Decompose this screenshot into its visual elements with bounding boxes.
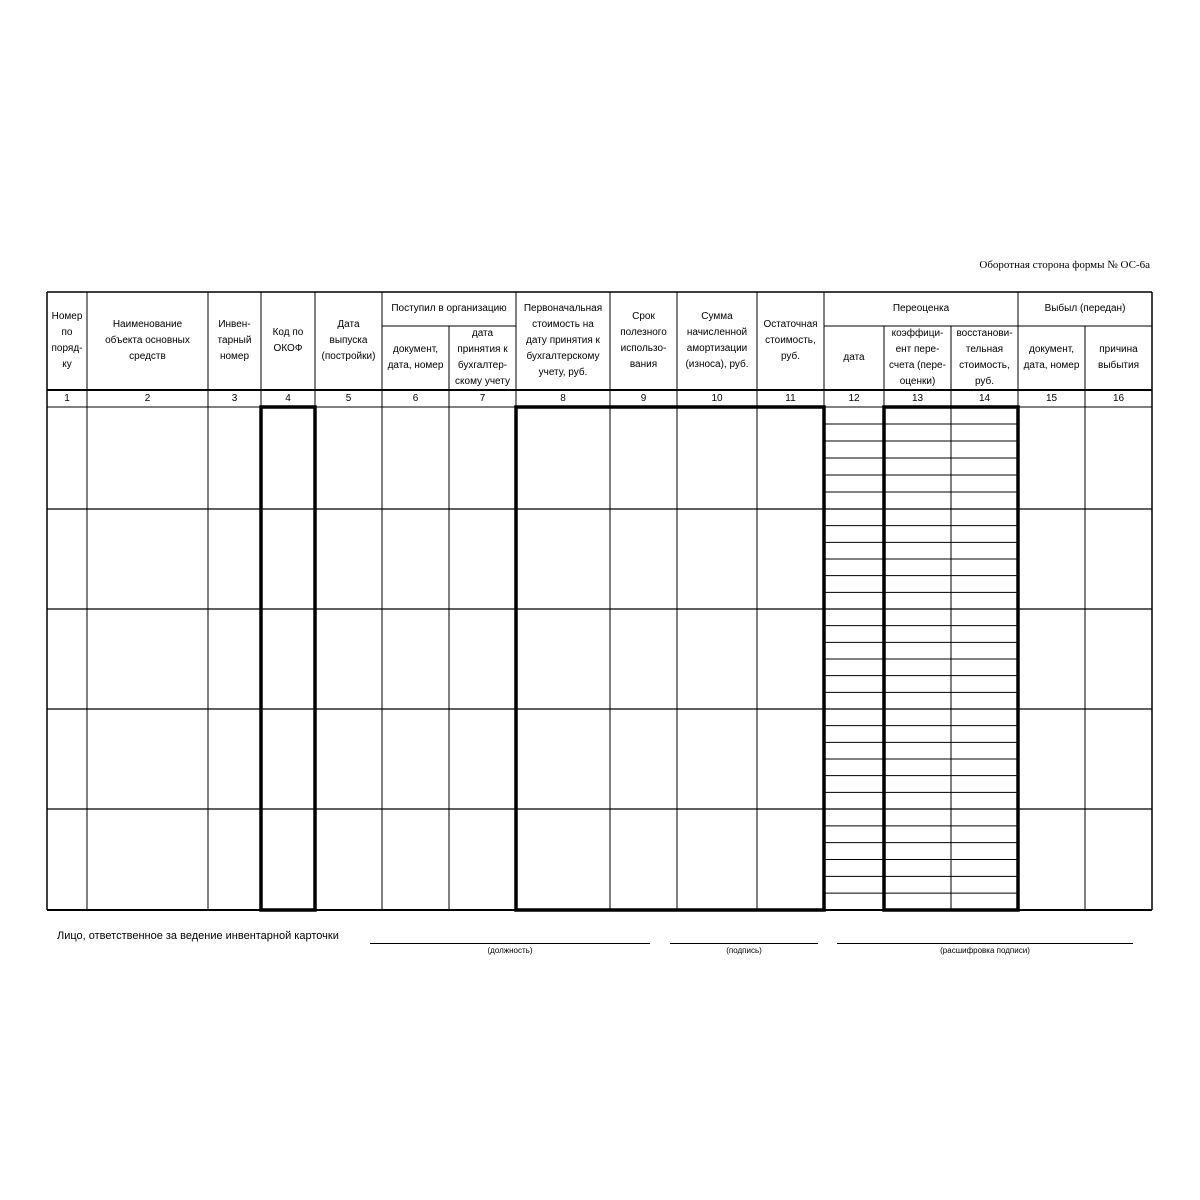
column-number-2: 2 (144, 392, 151, 404)
position-caption: (должность) (487, 946, 533, 955)
column-number-12: 12 (848, 392, 860, 404)
group-header-vybyl: Выбыл (передан) (1044, 303, 1126, 314)
cost-bold-frame (516, 407, 824, 910)
column-number-1: 1 (64, 392, 70, 404)
okof-bold-frame (261, 407, 315, 910)
column-header-8: Первоначальная стоимость на дату принятия к бухгалтерскому учету, руб. (523, 303, 603, 378)
column-header-4: Код по ОКОФ (272, 327, 304, 354)
column-number-14: 14 (978, 392, 991, 404)
signature-line[interactable] (670, 943, 818, 944)
column-header-3: Инвен- тарный номер (217, 319, 252, 362)
column-number-15: 15 (1045, 392, 1058, 404)
column-number-6: 6 (412, 392, 419, 404)
column-header-6: документ, дата, номер (387, 344, 444, 371)
position-line[interactable] (370, 943, 650, 944)
column-number-11: 11 (785, 392, 796, 404)
column-number-10: 10 (711, 392, 723, 404)
column-number-16: 16 (1112, 392, 1125, 404)
column-number-4: 4 (285, 392, 291, 404)
footer-label: Лицо, ответственное за ведение инвентарной карточки (57, 930, 339, 942)
group-header-postupil: Поступил в организацию (391, 303, 507, 314)
signature-caption: (подпись) (726, 946, 762, 955)
column-header-7: дата принятия к бухгалтер- скому учету (455, 328, 510, 387)
column-number-5: 5 (345, 392, 352, 404)
column-number-3: 3 (231, 392, 238, 404)
column-header-9: Срок полезного использо- вания (620, 311, 667, 370)
form-title: Оборотная сторона формы № ОС-6а (979, 259, 1150, 271)
column-number-7: 7 (479, 392, 486, 404)
column-header-2: Наименование объекта основных средств (105, 319, 190, 362)
column-header-14: восстанови- тельная стоимость, руб. (956, 328, 1013, 387)
group-header-pereocenka: Переоценка (892, 303, 950, 314)
column-header-1: Номер по поряд- ку (51, 311, 83, 370)
column-number-13: 13 (911, 392, 924, 404)
column-header-15: документ, дата, номер (1023, 344, 1080, 371)
column-number-9: 9 (640, 392, 647, 404)
column-header-10: Сумма начисленной амортизации (износа), руб. (685, 311, 749, 370)
column-header-5: Дата выпуска (постройки) (321, 319, 376, 362)
decryption-line[interactable] (837, 943, 1133, 944)
column-header-11: Остаточная стоимость, руб. (763, 319, 818, 362)
column-header-16: причина выбытия (1098, 344, 1139, 371)
column-number-8: 8 (560, 392, 566, 404)
column-header-12: дата (843, 352, 865, 363)
decryption-caption: (расшифровка подписи) (940, 946, 1030, 955)
column-header-13: коэффици- ент пере- счета (пере- оценки) (889, 328, 946, 387)
